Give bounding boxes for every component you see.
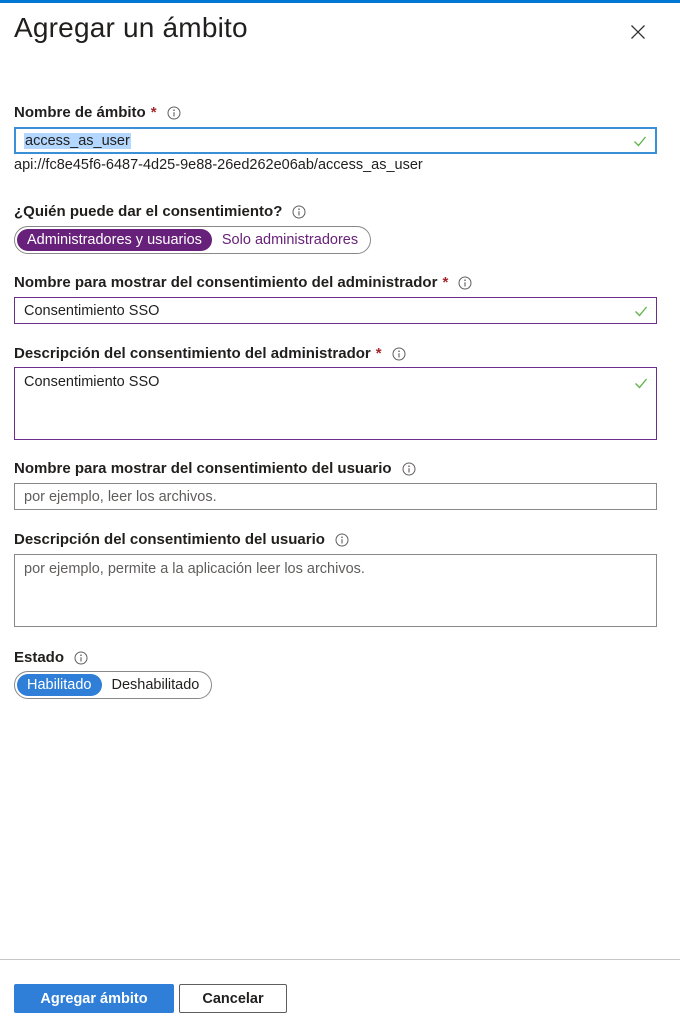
admin-description-value: Consentimiento SSO [24,374,160,390]
footer-divider [0,959,680,960]
admin-display-name-input[interactable] [14,297,657,324]
required-marker: * [442,274,449,291]
state-option-enabled[interactable]: Habilitado [17,674,102,696]
valid-check-icon [634,376,648,390]
info-icon[interactable] [458,276,472,290]
top-accent-bar [0,0,680,3]
admin-description-textarea[interactable] [14,367,657,440]
close-icon [630,24,646,40]
info-icon[interactable] [402,462,416,476]
user-display-name-input[interactable] [14,483,657,510]
admin-display-name-label: Nombre para mostrar del consentimiento del administrador * [14,274,472,291]
panel-title: Agregar un ámbito [14,12,248,43]
info-icon[interactable] [292,205,306,219]
consent-option-admins-and-users[interactable]: Administradores y usuarios [17,229,212,251]
close-button[interactable] [620,14,656,50]
user-display-name-label: Nombre para mostrar del consentimiento del usuario [14,460,416,477]
valid-check-icon [633,134,647,148]
state-option-disabled[interactable]: Deshabilitado [111,677,200,693]
cancel-button[interactable]: Cancelar [179,984,287,1013]
state-toggle [14,671,212,699]
info-icon[interactable] [167,106,181,120]
user-display-name-placeholder: por ejemplo, leer los archivos. [24,488,217,505]
admin-description-label: Descripción del consentimiento del administrador * [14,345,406,362]
valid-check-icon [634,304,648,318]
admin-display-name-value: Consentimiento SSO [24,302,160,319]
consent-toggle [14,226,371,254]
scope-name-value: access_as_user [25,132,130,149]
required-marker: * [375,345,382,362]
required-marker: * [150,104,157,121]
user-description-placeholder: por ejemplo, permite a la aplicación leer los archivos. [24,561,365,577]
info-icon[interactable] [335,533,349,547]
state-label: Estado [14,649,88,666]
user-description-label: Descripción del consentimiento del usuario [14,531,349,548]
consent-label: ¿Quién puede dar el consentimiento? [14,203,306,220]
scope-name-input[interactable] [14,127,657,154]
user-description-textarea[interactable] [14,554,657,627]
add-scope-button[interactable]: Agregar ámbito [14,984,174,1013]
consent-option-admins-only[interactable]: Solo administradores [221,232,359,248]
info-icon[interactable] [74,651,88,665]
info-icon[interactable] [392,347,406,361]
scope-uri: api://fc8e45f6-6487-4d25-9e88-26ed262e06ab/access_as_user [14,157,423,173]
scope-name-label: Nombre de ámbito * [14,104,181,121]
